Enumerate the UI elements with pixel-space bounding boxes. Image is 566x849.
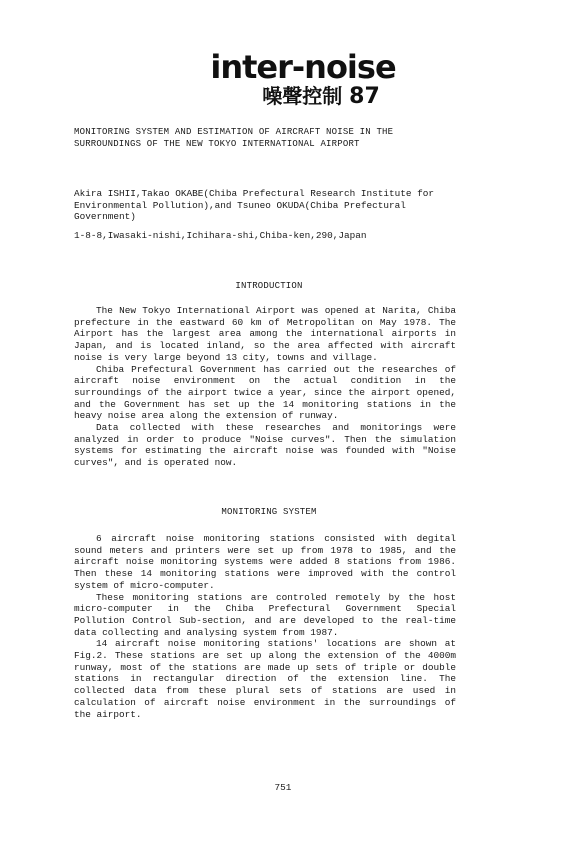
paragraph: Chiba Prefectural Government has carried out the researches of aircraft noise environment on the actual condition in the surroundings of the airport twice a year, since the airport opened, and the Government has set up the 14 monitoring stations in the heavy noise area along the extension of runway.	[74, 363, 456, 422]
logo-text: inter-noise	[210, 48, 396, 86]
paper-title	[74, 126, 464, 150]
page-number: 751	[274, 782, 292, 793]
logo-subtitle	[76, 84, 566, 109]
logo-kanji: 噪聲控制	[262, 84, 343, 108]
title-line-2: SURROUNDINGS OF THE NEW TOKYO INTERNATIONAL AIRPORT	[74, 139, 360, 149]
author-address: 1-8-8,Iwasaki-nishi,Ichihara-shi,Chiba-ken,290,Japan	[74, 230, 367, 241]
paragraph: 14 aircraft noise monitoring stations' locations are shown at Fig.2. These stations are set up along the extension of the 4000m runway, most of the stations are made up sets of triple or double stations in rectangular direction of the extension line. The collected data from these plural sets of stations are used in calculation of aircraft noise environment in the surroundings of the airport.	[74, 638, 456, 720]
paragraph: The New Tokyo International Airport was opened at Narita, Chiba prefecture in the eastward 60 km of Metropolitan on May 1978. The Airport has the largest area among the international airports in Japan, and is located inland, so the area affected with aircraft noise is very large beyond 13 city, towns and village.	[74, 305, 456, 363]
title-line-1: MONITORING SYSTEM AND ESTIMATION OF AIRCRAFT NOISE IN THE	[74, 127, 394, 137]
logo-year: 87	[349, 84, 380, 109]
author-list: Akira ISHII,Takao OKABE(Chiba Prefectural Research Institute for Environmental Pollution),and Tsuneo OKUDA(Chiba Prefectural Government)	[74, 188, 435, 223]
paragraph: These monitoring stations are controled remotely by the host micro-computer in the Chiba Prefectural Government Special Pollution Control Sub-section, and are developed to the real-time data collecting and analysing system from 1987.	[74, 591, 456, 638]
conference-logo	[0, 50, 566, 109]
paragraph: Data collected with these researches and monitorings were analyzed in order to produce "Noise curves". Then the simulation systems for estimating the aircraft noise was founded with "Noise curves", and is operated now.	[74, 422, 456, 469]
introduction-body	[74, 305, 456, 469]
section-heading-monitoring: MONITORING SYSTEM	[221, 507, 317, 517]
section-heading-introduction: INTRODUCTION	[235, 281, 303, 291]
monitoring-body	[74, 533, 456, 720]
paragraph: 6 aircraft noise monitoring stations consisted with degital sound meters and printers were set up from 1978 to 1985, and the aircraft noise monitoring systems were added 8 stations from 1986. Then these 14 monitoring stations were improved with the control system of micro-computer.	[74, 533, 456, 591]
